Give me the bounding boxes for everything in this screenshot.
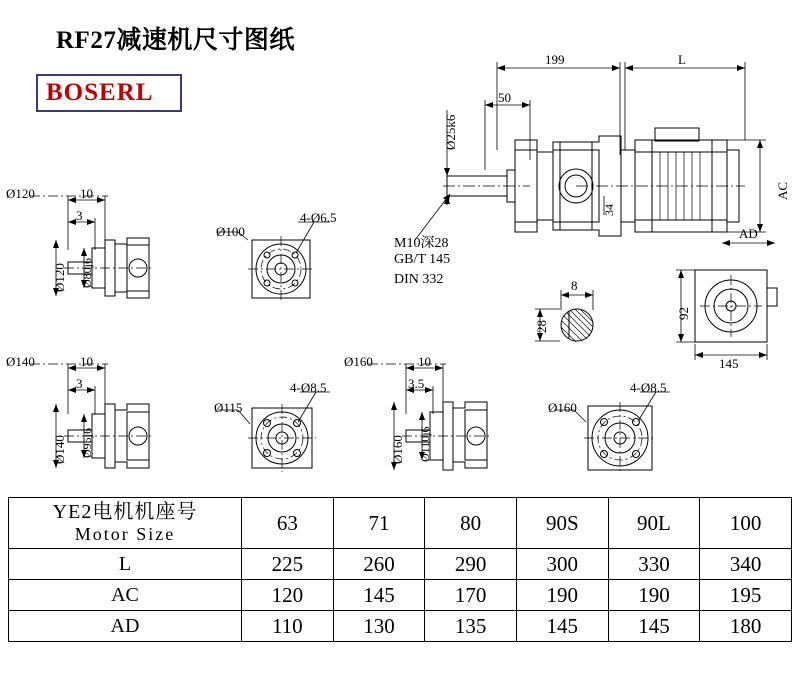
dim-label-160-35: 3.5 — [408, 376, 425, 391]
thread-note-line1: M10深28 — [394, 236, 449, 251]
table-header-size-2: 80 — [425, 498, 517, 549]
table-cell-AC-4: 190 — [608, 580, 700, 611]
dim-label-34: 34 — [602, 204, 616, 216]
table-cell-L-5: 340 — [700, 549, 792, 580]
table-cell-L-0: 225 — [242, 549, 334, 580]
dim-L — [625, 62, 745, 150]
table-row — [9, 549, 792, 580]
dim-label-AC: AC — [775, 181, 790, 200]
dim-label-92: 92 — [676, 307, 691, 320]
table-cell-L-1: 260 — [333, 549, 425, 580]
dim-label-140-bore: Ø140 — [52, 435, 67, 464]
label-flange140-bolt-circle: Ø115 — [214, 400, 243, 415]
label-flange140-holes: 4-Ø8.5 — [290, 380, 327, 395]
table-cell-AC-3: 190 — [516, 580, 608, 611]
table-row-header — [9, 498, 792, 549]
dim-label-120-3: 3 — [76, 208, 83, 223]
dim-label-shaft-diameter: Ø25k6 — [443, 114, 458, 150]
motor-size-table — [8, 497, 792, 642]
table-cell-L-2: 290 — [425, 549, 517, 580]
dim-label-140-pilot: Ø95j6 — [80, 428, 94, 458]
table-header-size-5: 100 — [700, 498, 792, 549]
dim-label-140-10: 10 — [80, 354, 93, 369]
key-section-view — [535, 290, 593, 342]
dim-label-L: L — [678, 52, 686, 67]
dim-50 — [485, 100, 530, 170]
table-cell-AC-0: 120 — [242, 580, 334, 611]
table-row-label-AD: AD — [9, 611, 242, 642]
table-row-label-L: L — [9, 549, 242, 580]
thread-note-line3: DIN 332 — [394, 272, 444, 287]
table-cell-AD-3: 145 — [516, 611, 608, 642]
table-header-size-3: 90S — [516, 498, 608, 549]
dim-label-160-bore: Ø160 — [390, 435, 405, 464]
dim-label-140-3: 3 — [76, 376, 83, 391]
table-cell-AD-1: 130 — [333, 611, 425, 642]
label-flange160-outer: Ø160 — [344, 354, 373, 369]
dim-label-160-pilot: Ø110j6 — [418, 426, 432, 462]
table-header-size-1: 71 — [333, 498, 425, 549]
table-header-size-4: 90L — [608, 498, 700, 549]
dim-label-key-height: 28 — [534, 320, 549, 333]
label-flange160-holes: 4-Ø8.5 — [630, 380, 667, 395]
dim-label-AD: AD — [739, 226, 758, 241]
label-flange160-bolt-circle: Ø160 — [548, 400, 577, 415]
brand-logo-text: BOSERL — [46, 79, 154, 106]
dim-label-120-bore: Ø120 — [52, 263, 67, 292]
label-flange120-holes: 4-Ø6.5 — [300, 210, 337, 225]
thread-note-line2: GB/T 145 — [394, 252, 451, 267]
dim-label-key-width: 8 — [571, 278, 578, 293]
table-header-label — [9, 498, 242, 549]
table-row — [9, 611, 792, 642]
page-title: RF27减速机尺寸图纸 — [56, 27, 295, 54]
table-row-label-AC: AC — [9, 580, 242, 611]
label-flange120-outer: Ø120 — [6, 186, 35, 201]
table-cell-AC-1: 145 — [333, 580, 425, 611]
table-header-label-cn: YE2电机机座号 — [52, 501, 198, 524]
dim-label-160-10: 10 — [418, 354, 431, 369]
motor-end-view — [676, 240, 777, 360]
dim-label-120-10: 10 — [80, 186, 93, 201]
table-header-size-0: 63 — [242, 498, 334, 549]
table-cell-AC-5: 195 — [700, 580, 792, 611]
table-cell-AD-4: 145 — [608, 611, 700, 642]
dim-label-199: 199 — [545, 52, 565, 67]
table-cell-AD-2: 135 — [425, 611, 517, 642]
dim-label-120-pilot: Ø80j6 — [80, 258, 94, 288]
terminal-box — [655, 128, 699, 141]
label-flange140-outer: Ø140 — [6, 354, 35, 369]
table-cell-AC-2: 170 — [425, 580, 517, 611]
dim-label-50: 50 — [498, 90, 511, 105]
table-header-label-en: Motor Size — [74, 524, 176, 545]
dim-label-145: 145 — [719, 356, 739, 371]
label-flange120-bolt-circle: Ø100 — [216, 224, 245, 239]
table-row — [9, 580, 792, 611]
table-cell-AD-0: 110 — [242, 611, 334, 642]
table-cell-L-3: 300 — [516, 549, 608, 580]
table-cell-L-4: 330 — [608, 549, 700, 580]
table-cell-AD-5: 180 — [700, 611, 792, 642]
